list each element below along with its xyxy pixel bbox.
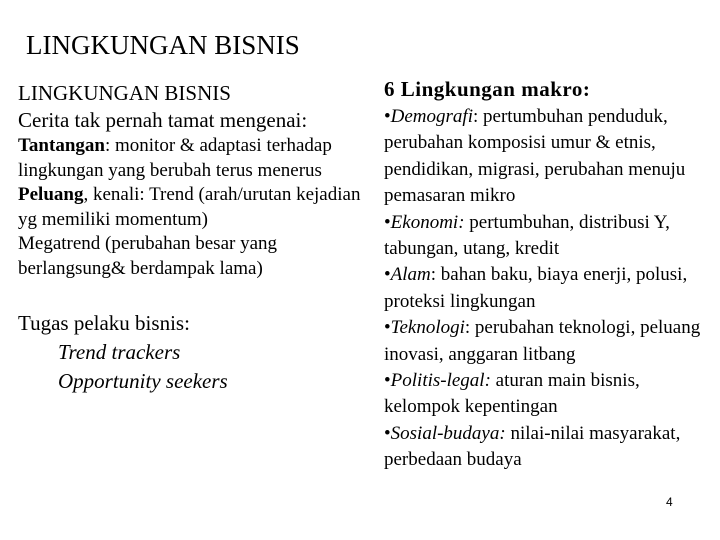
slide-title: LINGKUNGAN BISNIS (26, 30, 300, 60)
macro-item-sosial-budaya (384, 421, 714, 474)
challenge-paragraph (18, 134, 368, 183)
left-subheading: Cerita tak pernah tamat mengenai: (18, 108, 308, 132)
left-column (18, 80, 368, 396)
macro-item-key: Teknologi (390, 317, 465, 339)
bullet-icon: • (384, 106, 391, 127)
tasks-heading: Tugas pelaku bisnis: (18, 311, 190, 335)
macro-item-key: Ekonomi: (390, 211, 465, 233)
macro-item-key: Alam (390, 264, 431, 286)
left-heading: LINGKUNGAN BISNIS (18, 81, 231, 105)
macro-item-text: : bahan baku, biaya enerji, polusi, proteksi lingkungan (384, 264, 688, 312)
opportunity-label: Peluang (18, 184, 84, 205)
macro-item-key: Sosial-budaya: (390, 422, 506, 444)
bullet-icon: • (384, 211, 391, 233)
macro-item-ekonomi (384, 210, 714, 263)
bullet-icon: • (384, 422, 391, 444)
macro-item-text: pertumbuhan, distribusi Y, tabungan, utang, kredit (384, 211, 670, 260)
tasks-block (18, 309, 368, 396)
opportunity-text: , kenali: Trend (arah/urutan kejadian yg memiliki momentum) (18, 184, 361, 230)
bullet-icon: • (384, 317, 391, 339)
macro-item-alam (384, 262, 714, 315)
opportunity-paragraph (18, 183, 368, 232)
challenge-text: : monitor & adaptasi terhadap lingkungan yang berubah terus menerus (18, 135, 332, 181)
macro-item-text: : pertumbuhan penduduk, perubahan komposisi umur & etnis, pendidikan, migrasi, perubahan menuju pemasaran mikro (384, 106, 686, 207)
macro-item-text: nilai-nilai masyarakat, perbedaan budaya (384, 422, 681, 471)
challenge-label: Tantangan (18, 135, 105, 156)
macro-item-text: : perubahan teknologi, peluang inovasi, anggaran litbang (384, 317, 701, 365)
macro-item-demografi (384, 104, 714, 210)
task-item: Opportunity seekers (58, 369, 228, 393)
bullet-icon: • (384, 370, 391, 392)
megatrend-paragraph: Megatrend (perubahan besar yang berlangsung& berdampak lama) (18, 233, 278, 279)
macro-item-key: Demografi (390, 106, 473, 127)
page-number: 4 (666, 495, 673, 509)
right-column (384, 74, 714, 474)
macro-item-key: Politis-legal: (390, 370, 491, 392)
bullet-icon: • (384, 264, 391, 286)
macro-item-teknologi (384, 315, 714, 368)
left-body (18, 134, 368, 281)
macro-heading: 6 Lingkungan makro: (384, 77, 591, 101)
macro-item-text: aturan main bisnis, kelompok kepentingan (384, 370, 640, 418)
task-item: Trend trackers (58, 340, 181, 364)
macro-item-politis-legal (384, 368, 714, 421)
